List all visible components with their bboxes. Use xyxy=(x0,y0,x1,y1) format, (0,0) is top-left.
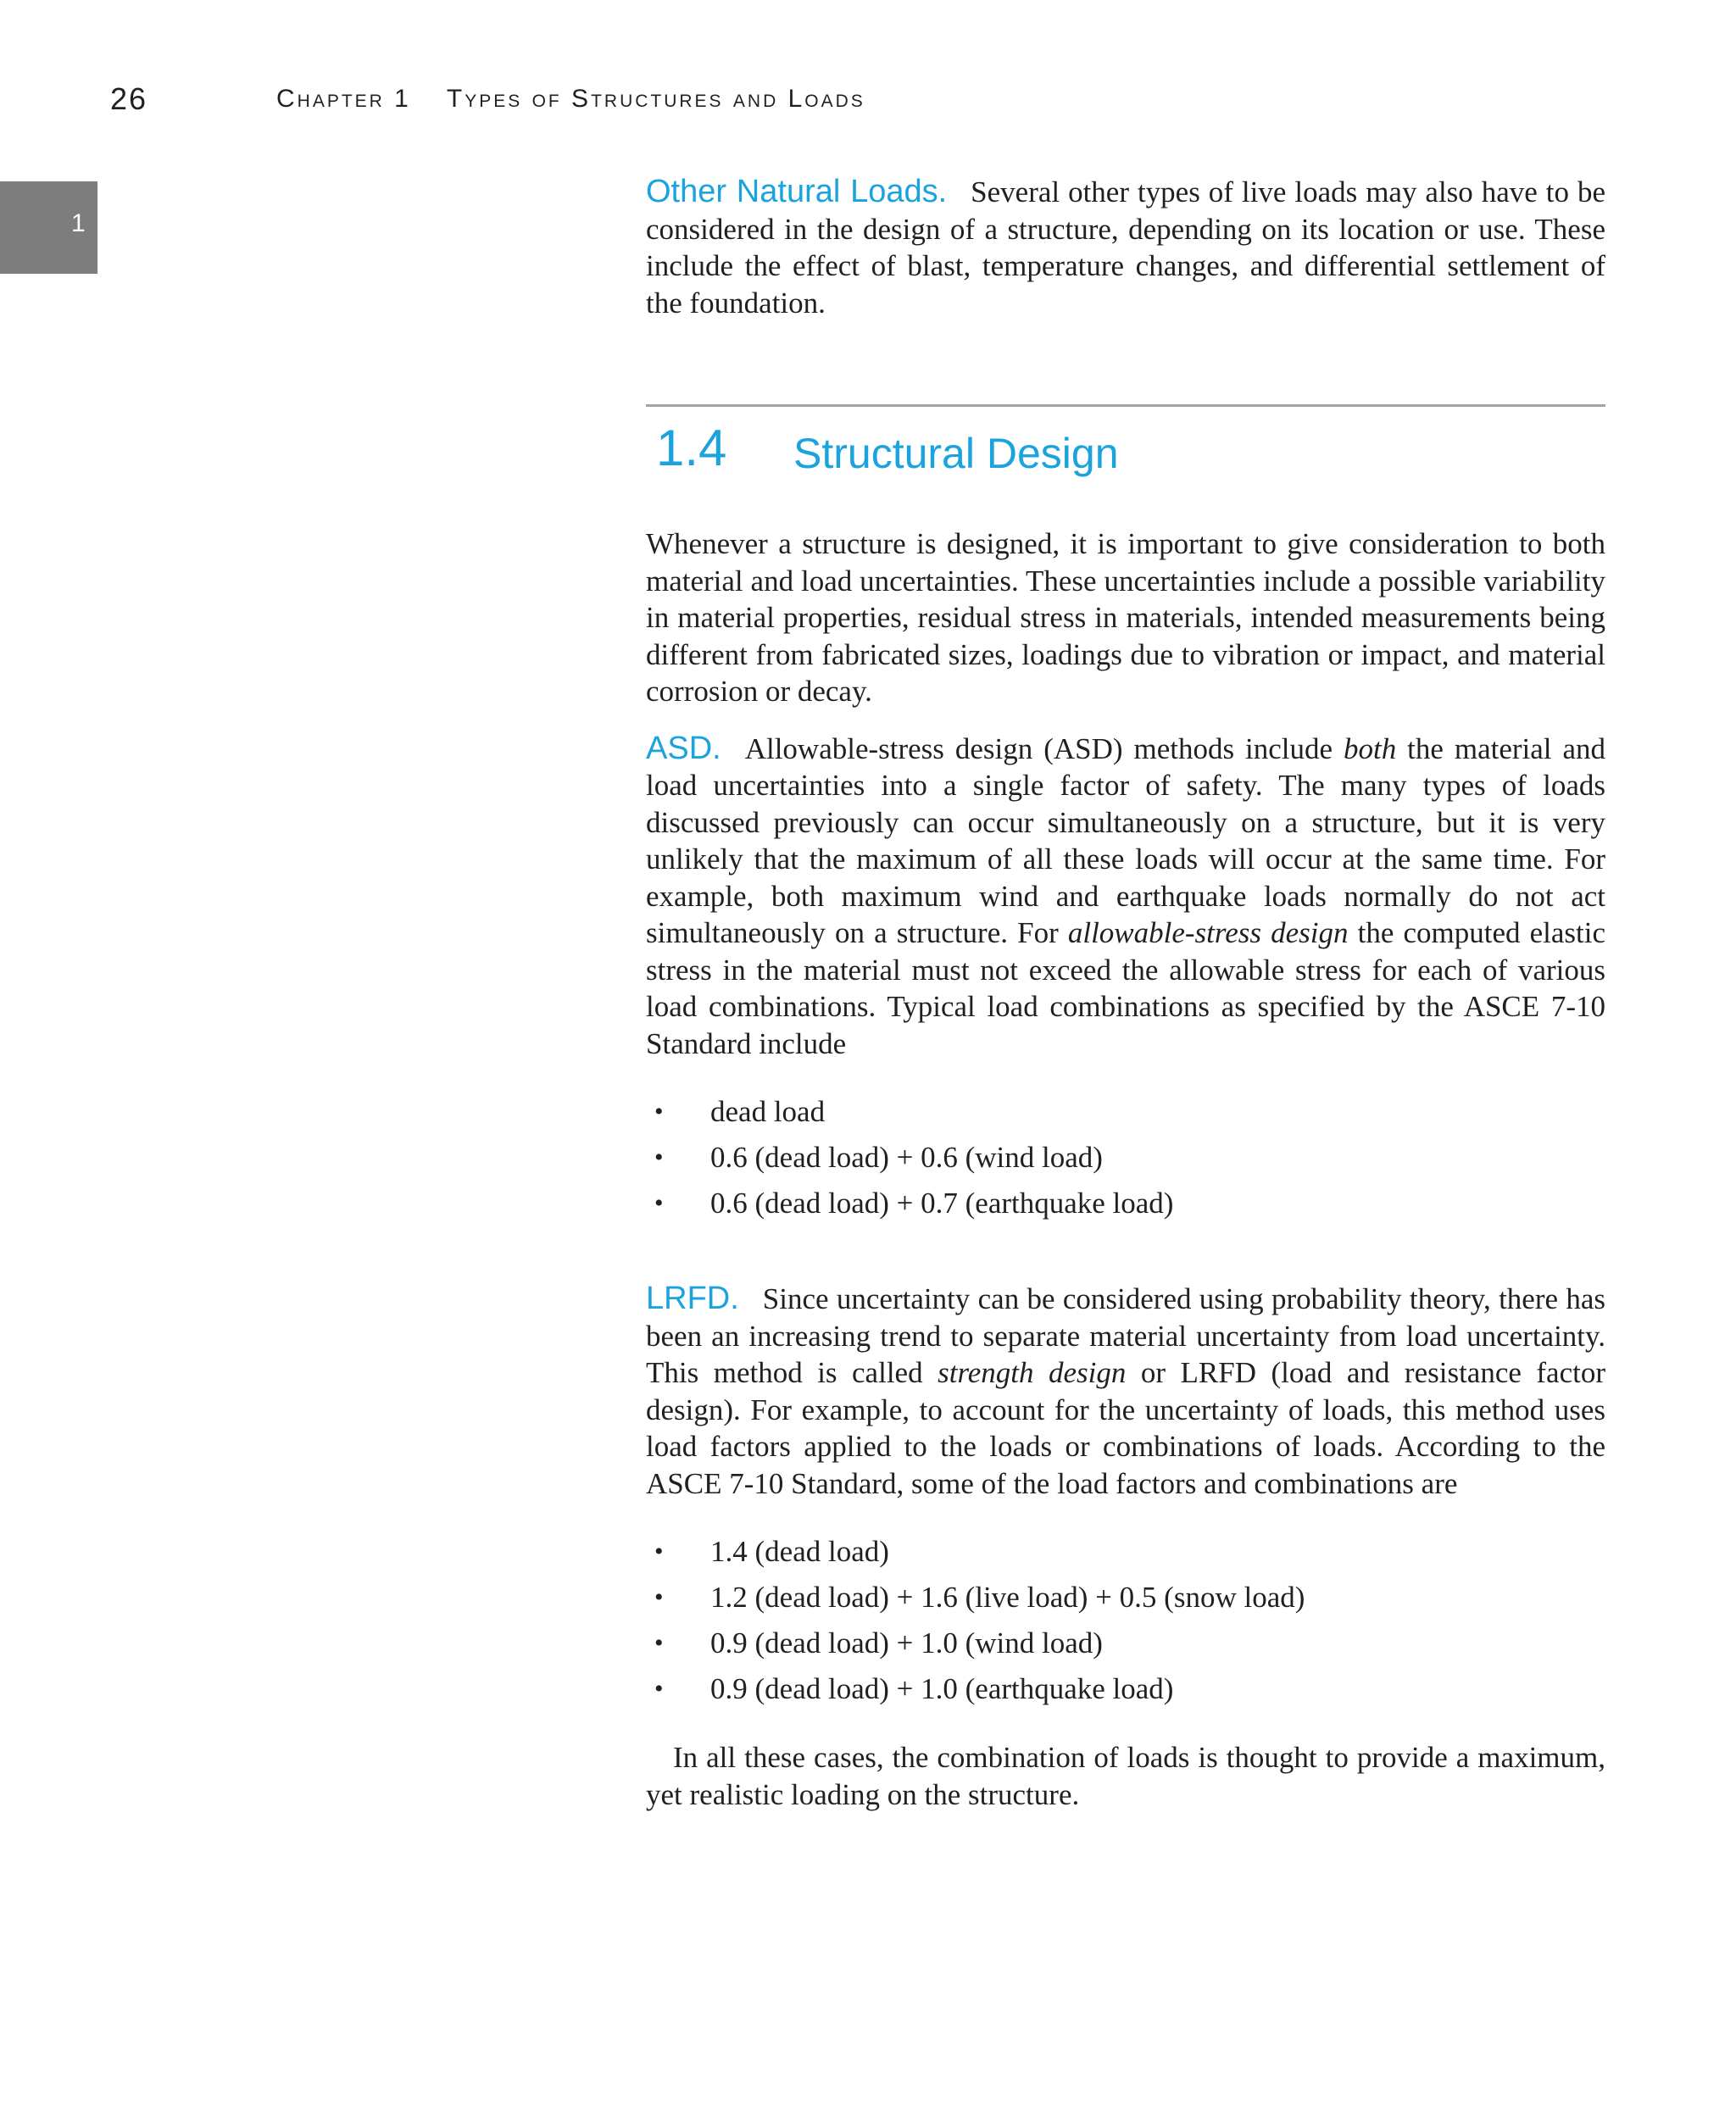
list-item-text: 1.2 (dead load) + 1.6 (live load) + 0.5 (snow load) xyxy=(710,1581,1305,1614)
asd-text-2: the material and load uncertainties into a single factor of safety. The many types of loads discussed previously can occur simultaneously on a structure, but it is very unlikely that the maximum of all these loads will occur at the same time. For example, both maximum wind and earthquake loads normally do not act simultaneously on a structure. For xyxy=(646,731,1606,949)
list-item xyxy=(646,1529,1605,1575)
lrfd-combinations-list xyxy=(646,1529,1605,1712)
list-item xyxy=(646,1666,1605,1712)
list-item-text: 0.9 (dead load) + 1.0 (wind load) xyxy=(710,1626,1103,1659)
section-heading xyxy=(646,419,1605,478)
bullet-icon: • xyxy=(654,1189,664,1217)
bullet-icon: • xyxy=(654,1583,664,1611)
running-head xyxy=(276,85,865,114)
running-head-title: Types of Structures and Loads xyxy=(446,85,865,113)
lrfd-heading: LRFD. xyxy=(646,1281,739,1316)
list-item xyxy=(646,1621,1605,1666)
lrfd-text-2: or LRFD (load and resistance factor design). For example, to account for the uncertainty of loads, this method uses load factors applied to the loads or combinations of loads. According to the ASCE 7-10 Standard, some of the load factors and combinations are xyxy=(646,1356,1606,1500)
bullet-icon: • xyxy=(654,1143,664,1171)
asd-emphasis-1: both xyxy=(1343,731,1397,765)
list-item xyxy=(646,1181,1605,1226)
list-item xyxy=(646,1135,1605,1181)
bullet-icon: • xyxy=(654,1537,664,1565)
asd-text-3: the computed elastic stress in the material must not exceed the allowable stress for each of various load combinations. Typical load combinations as specified by the ASCE 7-10 Standard include xyxy=(646,916,1605,1060)
page-header xyxy=(0,81,1736,124)
lrfd-emphasis-1: strength design xyxy=(938,1356,1127,1389)
other-natural-loads-text: Several other types of live loads may also have to be considered in the design of a structure, depending on its location or use. These include the effect of blast, temperature changes, and differential settlement of the foundation. xyxy=(646,175,1605,320)
list-item-text: 0.6 (dead load) + 0.6 (wind load) xyxy=(710,1141,1103,1174)
list-item-text: 0.9 (dead load) + 1.0 (earthquake load) xyxy=(710,1672,1174,1705)
bullet-icon: • xyxy=(654,1098,664,1126)
asd-paragraph xyxy=(646,731,1605,1063)
bullet-icon: • xyxy=(654,1675,664,1703)
list-item-text: 1.4 (dead load) xyxy=(710,1535,889,1568)
other-natural-loads-heading: Other Natural Loads. xyxy=(646,174,948,209)
list-item xyxy=(646,1575,1605,1621)
page-content xyxy=(646,174,1605,1813)
section-divider xyxy=(646,404,1605,407)
other-natural-loads-paragraph xyxy=(646,174,1605,321)
bullet-icon: • xyxy=(654,1629,664,1657)
section-title: Structural Design xyxy=(793,430,1119,477)
asd-text-1: Allowable-stress design (ASD) methods include xyxy=(744,731,1333,765)
asd-heading: ASD. xyxy=(646,730,721,766)
section-number: 1.4 xyxy=(656,420,727,476)
page-number: 26 xyxy=(110,81,148,116)
list-item-text: dead load xyxy=(710,1095,826,1128)
lrfd-paragraph xyxy=(646,1281,1605,1502)
chapter-tab-label: 1 xyxy=(71,209,86,237)
list-item xyxy=(646,1089,1605,1135)
running-head-chapter: Chapter 1 xyxy=(276,85,411,113)
lrfd-text-1: Since uncertainty can be considered using probability theory, there has been an increasing trend to separate material uncertainty from load uncertainty. This method is called xyxy=(646,1282,1605,1389)
section-intro-paragraph: Whenever a structure is designed, it is important to give consideration to both material and load uncertainties. These uncertainties include a possible variability in material properties, residual stress in materials, intended measurements being different from fabricated sizes, loadings due to vibration or impact, and material corrosion or decay. xyxy=(646,527,1605,708)
asd-emphasis-2: allowable-stress design xyxy=(1067,916,1349,949)
closing-paragraph: In all these cases, the combination of loads is thought to provide a maximum, yet realistic loading on the structure. xyxy=(646,1741,1605,1811)
asd-combinations-list xyxy=(646,1089,1605,1226)
list-item-text: 0.6 (dead load) + 0.7 (earthquake load) xyxy=(710,1187,1174,1220)
chapter-thumb-tab xyxy=(0,181,97,274)
